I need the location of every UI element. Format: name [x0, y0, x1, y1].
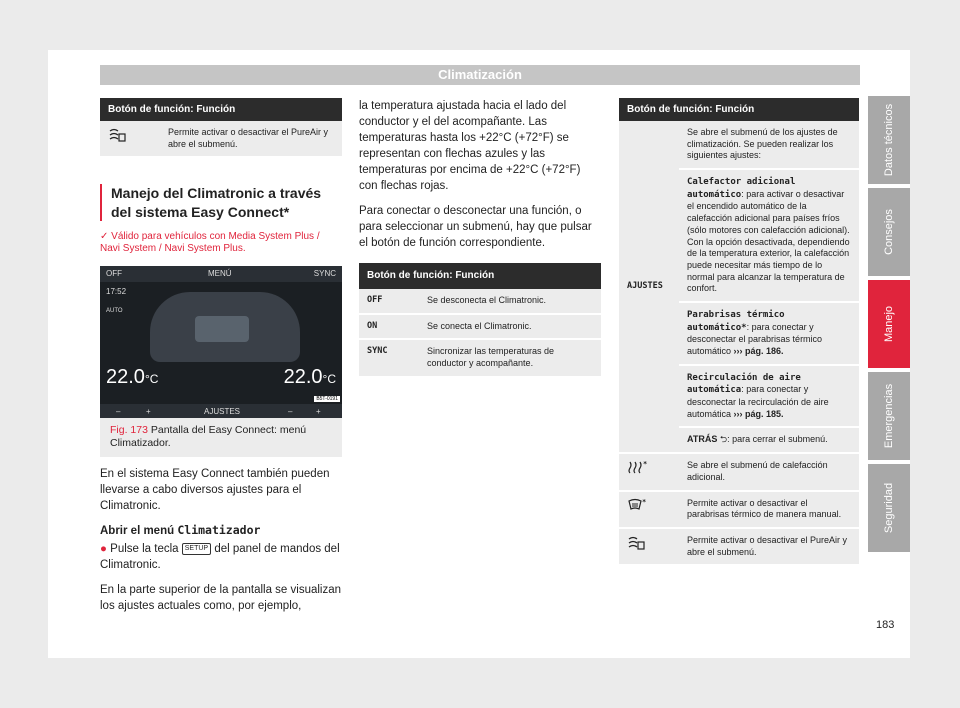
tab-seguridad[interactable]: Seguridad [868, 464, 910, 552]
screen-minus-right: – [288, 406, 293, 416]
bullet-item: ● Pulse la tecla SETUP del panel de mandos del Climatronic. [100, 543, 340, 572]
pureair-icon [619, 528, 679, 565]
temp-right: 22.0°C [283, 365, 336, 388]
paragraph: Para conectar o desconectar una función, o para seleccionar un submenú, hay que pulsar el botón de función correspondiente. [359, 204, 592, 249]
easy-connect-screen [100, 266, 342, 418]
table-row [100, 121, 342, 157]
table-row: Permite activar o desactivar el PureAir y abre el submenú. [619, 528, 859, 565]
screen-menu-label: MENÚ [208, 268, 232, 278]
paragraph: En la parte superior de la pantalla se visualizan los ajustes actuales como, por ejemplo, [100, 583, 342, 612]
table-header: Botón de función: Función [619, 98, 859, 121]
setup-key-icon: SETUP [182, 543, 211, 555]
column-right [619, 98, 859, 566]
tab-emergencias[interactable]: Emergencias [868, 372, 910, 460]
function-table-top [100, 98, 342, 158]
figure-code: B5T-0191 [316, 395, 338, 402]
svg-text:*: * [642, 497, 647, 506]
open-menu-heading: Abrir el menú Climatizador [100, 523, 261, 538]
table-row: ATRÁS ⮌: para cerrar el submenú. [619, 427, 859, 453]
screen-ajustes-label: AJUSTES [204, 406, 241, 416]
table-row: Parabrisas térmico automático*: para conectar y desconectar el parabrisas térmico automático ››› pág. 186. [619, 302, 859, 365]
body-text-left [100, 466, 342, 622]
function-table-right [619, 98, 859, 566]
paragraph: la temperatura ajustada hacia el lado del conductor y el del acompañante. Las temperaturas hasta los +22°C (+72°F) se representan con flechas azules y las temperaturas por encima de +22°C (+72°F) con flechas rojas. [359, 100, 581, 193]
table-cell: Permite activar o desactivar el PureAir y abre el submenú. [160, 121, 342, 157]
table-row: Calefactor adicional automático: para activar o desactivar el encendido automático de la calefacción adicional para países fríos (sólo motores con calefacción adicional). Con la opción desactivada, dependiendo de la temperatura exterior, la calefacción puede necesitar más tiempo de lo normal para alcanzar la temperatura de confort. [619, 169, 859, 302]
chapter-header: Climatización [100, 65, 860, 85]
screen-plus-right: + [316, 406, 321, 416]
table-row: Recirculación de aire automática: para conectar y desconectar la recirculación de aire automática ››› pág. 185. [619, 365, 859, 428]
screen-time: 17:52 [106, 286, 127, 296]
table-row: AJUSTES Se abre el submenú de los ajustes de climatización. Se pueden realizar los siguientes ajustes: [619, 121, 859, 169]
table-row: SYNC Sincronizar las temperaturas de conductor y acompañante. [359, 339, 601, 376]
tab-datos-tecnicos[interactable]: Datos técnicos [868, 96, 910, 184]
section-title: Manejo del Climatronic a través del sistema Easy Connect* [100, 184, 342, 220]
side-tabs [868, 96, 910, 556]
rear-heating-icon [619, 453, 679, 490]
column-middle [359, 98, 601, 378]
table-row: ON Se conecta el Climatronic. [359, 314, 601, 340]
paragraph: En el sistema Easy Connect también pueden llevarse a cabo diversos ajustes para el Climatronic. [100, 468, 330, 513]
table-header: Botón de función: Función [100, 98, 342, 121]
table-row: * Se abre el submenú de calefacción adicional. [619, 453, 859, 490]
screen-plus-left: + [146, 406, 151, 416]
tab-consejos[interactable]: Consejos [868, 188, 910, 276]
tab-manejo[interactable]: Manejo [868, 280, 910, 368]
function-table-middle [359, 263, 601, 378]
temp-left: 22.0°C [106, 365, 159, 388]
table-row: * Permite activar o desactivar el parabrisas térmico de manera manual. [619, 491, 859, 528]
pureair-icon [100, 121, 160, 157]
figure-caption: Fig. 173 Pantalla del Easy Connect: menú Climatizador. [100, 418, 342, 457]
table-row: OFF Se desconecta el Climatronic. [359, 289, 601, 314]
validity-note: ✓ Válido para vehículos con Media System Plus / Navi System / Navi System Plus. [100, 230, 320, 255]
screen-auto: AUTO [106, 307, 123, 314]
screen-minus-left: – [116, 406, 121, 416]
table-header: Botón de función: Función [359, 263, 601, 289]
back-arrow-icon: ⮌ [719, 434, 728, 445]
svg-text:*: * [643, 460, 647, 469]
screen-off-label: OFF [106, 268, 122, 278]
page-number: 183 [876, 619, 895, 631]
column-left [100, 98, 342, 457]
windshield-icon [619, 491, 679, 528]
screen-sync-label: SYNC [313, 268, 336, 278]
